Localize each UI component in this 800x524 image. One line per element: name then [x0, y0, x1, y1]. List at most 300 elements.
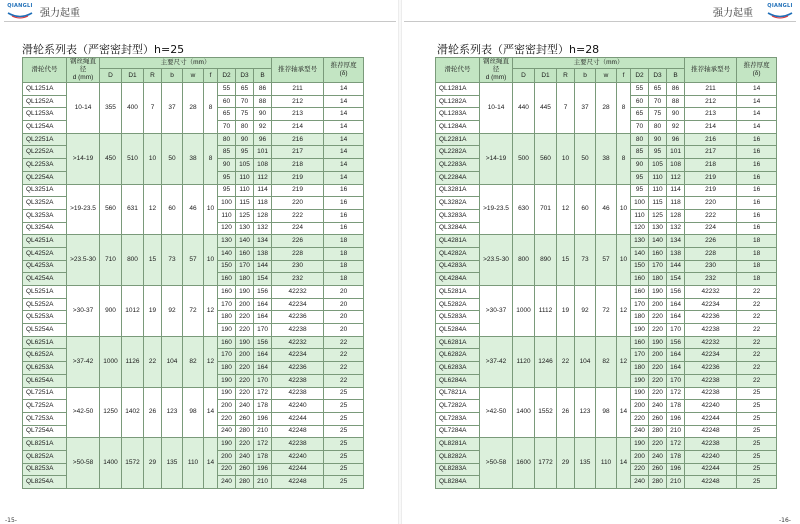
cell-f: 10 [617, 184, 631, 235]
cell-d2: 220 [631, 463, 649, 476]
header-col-d3: D3 [236, 69, 254, 83]
cell-bearing: 42240 [685, 400, 737, 413]
cell-bearing: 218 [685, 159, 737, 172]
cell-b-width: 196 [254, 463, 272, 476]
cell-d2: 55 [631, 83, 649, 96]
cell-rope-diameter: 10-14 [67, 83, 100, 134]
cell-d2: 190 [631, 324, 649, 337]
cell-code: QL8253A [23, 463, 67, 476]
cell-b-width: 96 [254, 133, 272, 146]
cell-rope-diameter: >19-23.5 [480, 184, 513, 235]
cell-code: QL2283A [436, 159, 480, 172]
cell-d3: 220 [236, 362, 254, 375]
cell-d1: 510 [122, 133, 144, 184]
cell-thickness: 25 [737, 438, 777, 451]
header-col-d2: D2 [631, 69, 649, 83]
cell-code: QL2254A [23, 171, 67, 184]
cell-code: QL4283A [436, 260, 480, 273]
cell-d2: 95 [631, 184, 649, 197]
cell-code: QL8254A [23, 476, 67, 489]
page-right [400, 0, 800, 524]
cell-code: QL4253A [23, 260, 67, 273]
cell-w: 28 [183, 83, 204, 134]
cell-d2: 190 [218, 324, 236, 337]
company-logo [4, 1, 36, 21]
cell-thickness: 18 [737, 235, 777, 248]
cell-d2: 170 [631, 349, 649, 362]
cell-bearing: 42238 [685, 374, 737, 387]
page-number: -15- [5, 517, 17, 524]
cell-r: 29 [144, 438, 162, 489]
cell-d3: 200 [649, 349, 667, 362]
cell-r: 22 [144, 336, 162, 387]
cell-r: 15 [144, 235, 162, 286]
cell-bearing: 213 [685, 108, 737, 121]
cell-d1: 1402 [122, 387, 144, 438]
cell-bearing: 212 [685, 95, 737, 108]
cell-d2: 160 [631, 286, 649, 299]
cell-d: 630 [513, 184, 535, 235]
cell-b-width: 172 [254, 438, 272, 451]
cell-rope-diameter: >37-42 [480, 336, 513, 387]
cell-thickness: 25 [737, 463, 777, 476]
cell-d1: 1772 [535, 438, 557, 489]
cell-d2: 160 [631, 273, 649, 286]
cell-d1: 701 [535, 184, 557, 235]
cell-b-width: 86 [254, 83, 272, 96]
cell-r: 10 [144, 133, 162, 184]
cell-b-width: 101 [254, 146, 272, 159]
cell-bearing: 42236 [272, 311, 324, 324]
cell-code: QL7821A [436, 387, 480, 400]
cell-b-width: 144 [254, 260, 272, 273]
cell-bearing: 216 [272, 133, 324, 146]
pulley-spec-table [22, 57, 364, 489]
cell-w: 110 [596, 438, 617, 489]
cell-thickness: 16 [737, 146, 777, 159]
cell-w: 98 [596, 387, 617, 438]
cell-d3: 170 [649, 260, 667, 273]
cell-d3: 240 [649, 450, 667, 463]
cell-code: QL3283A [436, 209, 480, 222]
cell-d3: 190 [236, 286, 254, 299]
cell-b-width: 170 [254, 374, 272, 387]
cell-r: 29 [557, 438, 575, 489]
cell-b-width: 178 [667, 450, 685, 463]
cell-thickness: 14 [324, 121, 364, 134]
cell-d2: 170 [218, 298, 236, 311]
header-thickness-line2: (δ) [752, 70, 761, 77]
cell-bearing: 42238 [272, 374, 324, 387]
cell-thickness: 22 [324, 362, 364, 375]
cell-d2: 110 [218, 209, 236, 222]
cell-b-width: 164 [667, 349, 685, 362]
cell-thickness: 16 [737, 222, 777, 235]
cell-bearing: 42232 [685, 286, 737, 299]
cell-f: 12 [617, 336, 631, 387]
cell-thickness: 25 [737, 400, 777, 413]
cell-bearing: 42234 [272, 349, 324, 362]
cell-r: 15 [557, 235, 575, 286]
header-code: 滑轮代号 [436, 58, 480, 83]
cell-code: QL1282A [436, 95, 480, 108]
cell-d2: 80 [218, 133, 236, 146]
cell-w: 38 [596, 133, 617, 184]
header-rope-diameter-line1: 钢丝绳直径 [70, 58, 96, 73]
cell-d3: 75 [236, 108, 254, 121]
cell-b-width: 132 [667, 222, 685, 235]
cell-b: 104 [162, 336, 183, 387]
cell-thickness: 20 [324, 286, 364, 299]
cell-d3: 220 [649, 387, 667, 400]
cell-bearing: 42234 [272, 298, 324, 311]
cell-bearing: 42232 [685, 336, 737, 349]
cell-thickness: 16 [324, 184, 364, 197]
cell-r: 12 [557, 184, 575, 235]
cell-d: 500 [513, 133, 535, 184]
cell-b-width: 114 [667, 184, 685, 197]
cell-r: 26 [144, 387, 162, 438]
cell-d: 1400 [100, 438, 122, 489]
cell-f: 14 [617, 387, 631, 438]
cell-d3: 280 [649, 476, 667, 489]
cell-d3: 90 [236, 133, 254, 146]
table-row [436, 336, 777, 349]
cell-code: QL1284A [436, 121, 480, 134]
cell-d: 1000 [100, 336, 122, 387]
cell-thickness: 14 [324, 95, 364, 108]
cell-bearing: 222 [272, 209, 324, 222]
header-bearing: 推荐轴承型号 [272, 58, 324, 83]
cell-thickness: 16 [324, 209, 364, 222]
cell-b: 135 [575, 438, 596, 489]
cell-rope-diameter: >50-58 [480, 438, 513, 489]
cell-thickness: 14 [737, 108, 777, 121]
cell-code: QL8252A [23, 450, 67, 463]
cell-thickness: 18 [324, 273, 364, 286]
cell-f: 8 [617, 133, 631, 184]
cell-d2: 150 [631, 260, 649, 273]
cell-bearing: 42234 [685, 298, 737, 311]
cell-d2: 95 [218, 184, 236, 197]
cell-d2: 240 [218, 425, 236, 438]
cell-thickness: 22 [737, 286, 777, 299]
cell-d3: 240 [236, 400, 254, 413]
header-col-b: B [667, 69, 685, 83]
cell-d3: 130 [649, 222, 667, 235]
cell-d2: 160 [218, 273, 236, 286]
cell-d3: 115 [236, 197, 254, 210]
cell-d1: 800 [122, 235, 144, 286]
cell-d3: 220 [649, 324, 667, 337]
cell-bearing: 42232 [272, 336, 324, 349]
cell-code: QL6251A [23, 336, 67, 349]
header-thickness-line1: 推荐厚度 [743, 62, 770, 69]
table-title: 滑轮系列表（严密密封型）h=28 [437, 43, 600, 56]
cell-code: QL1281A [436, 83, 480, 96]
cell-code: QL8281A [436, 438, 480, 451]
cell-r: 12 [144, 184, 162, 235]
cell-bearing: 214 [272, 121, 324, 134]
cell-b-width: 112 [667, 171, 685, 184]
cell-f: 8 [204, 133, 218, 184]
cell-f: 12 [204, 286, 218, 337]
cell-thickness: 25 [324, 425, 364, 438]
cell-b-width: 164 [667, 362, 685, 375]
cell-w: 98 [183, 387, 204, 438]
cell-code: QL2284A [436, 171, 480, 184]
cell-r: 7 [144, 83, 162, 134]
cell-code: QL1252A [23, 95, 67, 108]
cell-b-width: 164 [254, 311, 272, 324]
cell-r: 7 [557, 83, 575, 134]
cell-b-width: 196 [667, 412, 685, 425]
cell-d3: 75 [649, 108, 667, 121]
cell-code: QL6283A [436, 362, 480, 375]
cell-b-width: 210 [254, 476, 272, 489]
cell-d2: 120 [631, 222, 649, 235]
cell-d2: 190 [218, 374, 236, 387]
logo-swoosh-icon [7, 11, 33, 19]
cell-b-width: 164 [667, 311, 685, 324]
cell-bearing: 42238 [272, 387, 324, 400]
cell-code: QL8283A [436, 463, 480, 476]
cell-b-width: 154 [667, 273, 685, 286]
cell-bearing: 226 [685, 235, 737, 248]
cell-code: QL6282A [436, 349, 480, 362]
cell-code: QL3253A [23, 209, 67, 222]
cell-b-width: 88 [254, 95, 272, 108]
cell-d2: 220 [218, 412, 236, 425]
cell-d1: 631 [122, 184, 144, 235]
cell-bearing: 217 [685, 146, 737, 159]
cell-b-width: 138 [254, 247, 272, 260]
company-logo [764, 1, 796, 21]
cell-rope-diameter: >37-42 [67, 336, 100, 387]
cell-r: 19 [557, 286, 575, 337]
cell-d1: 1246 [535, 336, 557, 387]
cell-d1: 1552 [535, 387, 557, 438]
cell-d3: 130 [236, 222, 254, 235]
cell-d2: 100 [631, 197, 649, 210]
cell-thickness: 22 [324, 336, 364, 349]
cell-b-width: 172 [254, 387, 272, 400]
cell-d3: 220 [649, 374, 667, 387]
page-number: -16- [779, 517, 791, 524]
cell-d1: 1572 [122, 438, 144, 489]
header-col-b: b [162, 69, 183, 83]
cell-d3: 110 [649, 171, 667, 184]
cell-d3: 200 [649, 298, 667, 311]
cell-thickness: 14 [737, 95, 777, 108]
logo-wordmark: QIANGLI [7, 3, 33, 9]
cell-bearing: 219 [685, 171, 737, 184]
cell-d3: 280 [236, 476, 254, 489]
cell-code: QL7253A [23, 412, 67, 425]
cell-bearing: 220 [272, 197, 324, 210]
cell-f: 12 [204, 336, 218, 387]
cell-b-width: 178 [254, 400, 272, 413]
cell-bearing: 42240 [685, 450, 737, 463]
cell-d: 1600 [513, 438, 535, 489]
cell-d2: 140 [631, 247, 649, 260]
cell-d3: 95 [649, 146, 667, 159]
cell-d3: 190 [649, 336, 667, 349]
company-name: 强力起重 [40, 8, 80, 19]
cell-d2: 130 [218, 235, 236, 248]
cell-thickness: 22 [324, 374, 364, 387]
header-rope-diameter [480, 58, 513, 83]
cell-d1: 1112 [535, 286, 557, 337]
cell-d1: 445 [535, 83, 557, 134]
cell-code: QL3282A [436, 197, 480, 210]
table-row [23, 184, 364, 197]
header-thickness [737, 58, 777, 83]
cell-d2: 190 [631, 374, 649, 387]
cell-w: 46 [183, 184, 204, 235]
header-col-d2: D2 [218, 69, 236, 83]
cell-d3: 140 [649, 235, 667, 248]
cell-d3: 220 [649, 311, 667, 324]
cell-code: QL6284A [436, 374, 480, 387]
cell-d3: 110 [236, 171, 254, 184]
cell-f: 14 [204, 438, 218, 489]
cell-bearing: 42248 [685, 476, 737, 489]
cell-d3: 220 [649, 362, 667, 375]
cell-thickness: 22 [737, 298, 777, 311]
cell-r: 19 [144, 286, 162, 337]
cell-bearing: 42232 [272, 286, 324, 299]
header-rule [4, 21, 396, 22]
header-col-f: f [617, 69, 631, 83]
cell-thickness: 16 [737, 209, 777, 222]
cell-code: QL8284A [436, 476, 480, 489]
header-code: 滑轮代号 [23, 58, 67, 83]
cell-d3: 140 [236, 235, 254, 248]
header-bearing: 推荐轴承型号 [685, 58, 737, 83]
cell-code: QL5283A [436, 311, 480, 324]
header-col-w: w [183, 69, 204, 83]
cell-d2: 160 [631, 336, 649, 349]
cell-code: QL3252A [23, 197, 67, 210]
cell-d3: 180 [236, 273, 254, 286]
cell-b-width: 178 [254, 450, 272, 463]
cell-bearing: 42236 [272, 362, 324, 375]
cell-thickness: 16 [324, 222, 364, 235]
cell-thickness: 22 [737, 336, 777, 349]
cell-b-width: 156 [254, 286, 272, 299]
cell-b-width: 170 [254, 324, 272, 337]
cell-rope-diameter: >42-50 [480, 387, 513, 438]
cell-d3: 105 [649, 159, 667, 172]
cell-d3: 95 [236, 146, 254, 159]
cell-d2: 170 [218, 349, 236, 362]
cell-bearing: 220 [685, 197, 737, 210]
cell-d2: 180 [218, 311, 236, 324]
cell-d3: 65 [236, 83, 254, 96]
table-row [436, 184, 777, 197]
cell-b-width: 118 [254, 197, 272, 210]
cell-d3: 115 [649, 197, 667, 210]
cell-d3: 220 [236, 387, 254, 400]
cell-d2: 130 [631, 235, 649, 248]
cell-w: 72 [596, 286, 617, 337]
cell-rope-diameter: >30-37 [67, 286, 100, 337]
cell-w: 57 [183, 235, 204, 286]
cell-d2: 160 [218, 336, 236, 349]
cell-code: QL5282A [436, 298, 480, 311]
cell-code: QL2282A [436, 146, 480, 159]
cell-thickness: 14 [324, 83, 364, 96]
cell-d2: 190 [631, 438, 649, 451]
cell-b-width: 88 [667, 95, 685, 108]
header-rope-diameter [67, 58, 100, 83]
cell-d: 440 [513, 83, 535, 134]
cell-w: 57 [596, 235, 617, 286]
header-thickness-line2: (δ) [339, 70, 348, 77]
header-main-dimensions: 主要尺寸（mm） [100, 58, 272, 69]
cell-b-width: 156 [667, 286, 685, 299]
cell-rope-diameter: >23.5-30 [480, 235, 513, 286]
cell-d3: 200 [236, 349, 254, 362]
cell-b-width: 101 [667, 146, 685, 159]
cell-bearing: 42238 [272, 324, 324, 337]
cell-d2: 90 [218, 159, 236, 172]
cell-bearing: 211 [685, 83, 737, 96]
cell-b-width: 90 [254, 108, 272, 121]
cell-d2: 85 [631, 146, 649, 159]
cell-f: 14 [617, 438, 631, 489]
cell-b-width: 172 [667, 438, 685, 451]
cell-bearing: 218 [272, 159, 324, 172]
cell-code: QL4254A [23, 273, 67, 286]
cell-d1: 1126 [122, 336, 144, 387]
cell-b-width: 134 [254, 235, 272, 248]
cell-b: 37 [162, 83, 183, 134]
cell-d3: 280 [649, 425, 667, 438]
cell-d3: 160 [649, 247, 667, 260]
cell-w: 110 [183, 438, 204, 489]
cell-code: QL8282A [436, 450, 480, 463]
cell-b-width: 210 [667, 425, 685, 438]
cell-thickness: 14 [324, 159, 364, 172]
cell-code: QL3254A [23, 222, 67, 235]
cell-d: 1000 [513, 286, 535, 337]
cell-d3: 220 [649, 438, 667, 451]
cell-code: QL1283A [436, 108, 480, 121]
header-col-f: f [204, 69, 218, 83]
cell-d2: 90 [631, 159, 649, 172]
cell-thickness: 14 [324, 133, 364, 146]
cell-d3: 260 [649, 463, 667, 476]
cell-b: 123 [575, 387, 596, 438]
cell-bearing: 42244 [272, 412, 324, 425]
cell-b: 37 [575, 83, 596, 134]
cell-d1: 560 [535, 133, 557, 184]
cell-thickness: 22 [737, 349, 777, 362]
cell-thickness: 14 [737, 83, 777, 96]
cell-code: QL2253A [23, 159, 67, 172]
table-row [23, 133, 364, 146]
cell-d2: 60 [631, 95, 649, 108]
cell-bearing: 219 [685, 184, 737, 197]
cell-code: QL7282A [436, 400, 480, 413]
header-col-d3: D3 [649, 69, 667, 83]
cell-b-width: 156 [254, 336, 272, 349]
cell-d3: 110 [649, 184, 667, 197]
cell-w: 28 [596, 83, 617, 134]
cell-w: 46 [596, 184, 617, 235]
